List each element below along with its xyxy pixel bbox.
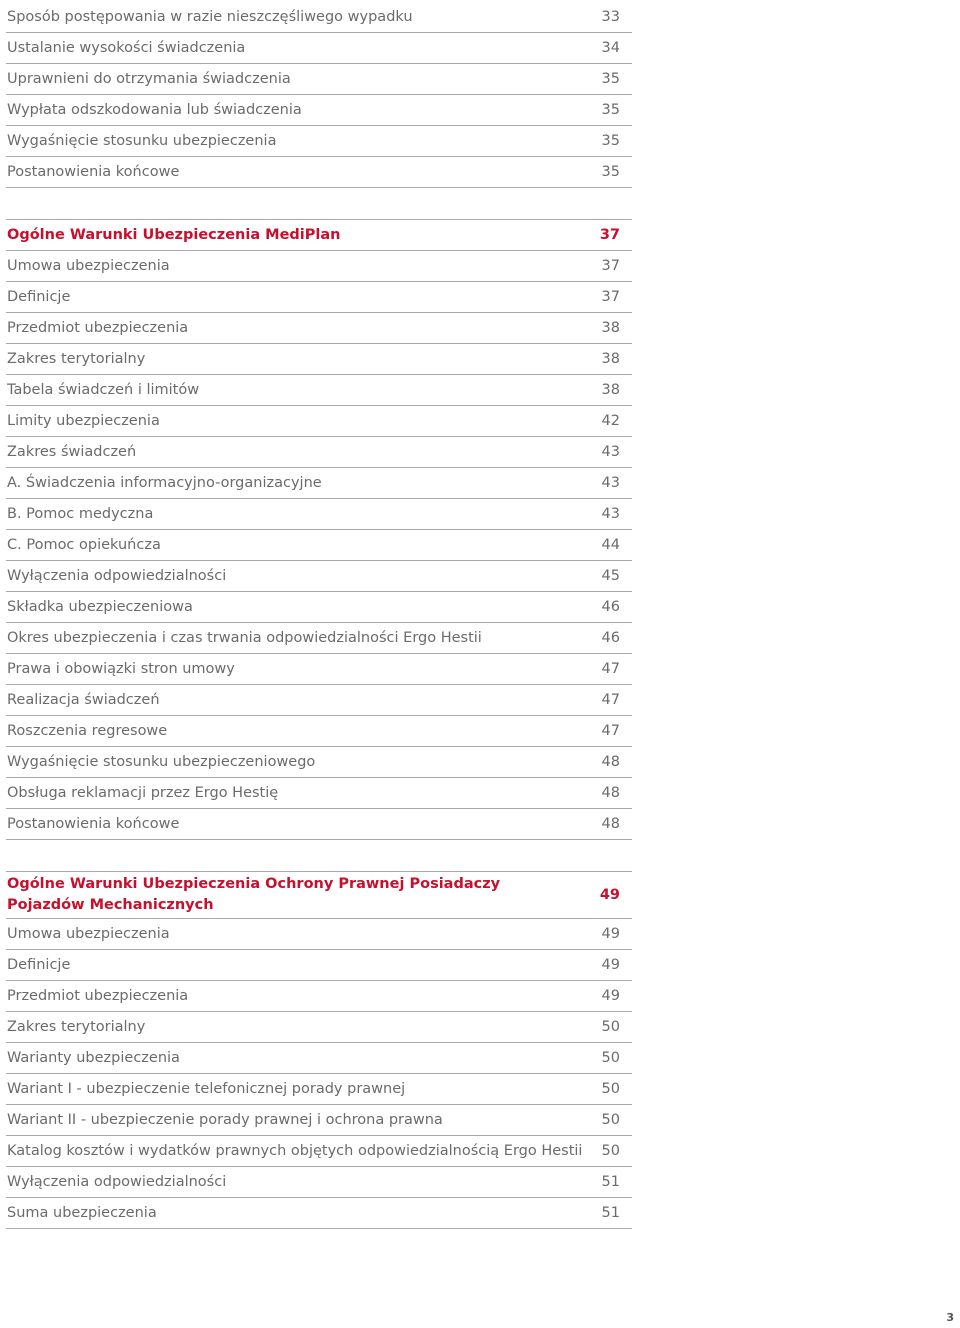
toc-section-header-page: 49 bbox=[599, 886, 620, 903]
toc-section-header-page: 37 bbox=[599, 227, 620, 243]
toc-row-page: 50 bbox=[601, 1019, 620, 1035]
toc-row-page: 43 bbox=[601, 475, 620, 491]
toc-row-page: 49 bbox=[601, 957, 620, 973]
toc-row-title: Limity ubezpieczenia bbox=[7, 413, 160, 429]
toc-section-header[interactable] bbox=[6, 220, 632, 251]
toc-row-page: 42 bbox=[601, 413, 620, 429]
toc-row[interactable] bbox=[6, 499, 632, 530]
toc-row-page: 45 bbox=[601, 568, 620, 584]
toc-row[interactable] bbox=[6, 654, 632, 685]
toc-row[interactable] bbox=[6, 981, 632, 1012]
toc-section-header-title: Ogólne Warunki Ubezpieczenia MediPlan bbox=[7, 227, 341, 243]
toc-row-title: Katalog kosztów i wydatków prawnych objętych odpowiedzialnością Ergo Hestii bbox=[7, 1143, 583, 1159]
toc-row-title: Przedmiot ubezpieczenia bbox=[7, 320, 189, 336]
toc-row-title: Wypłata odszkodowania lub świadczenia bbox=[7, 102, 302, 118]
toc-row-title: Wariant I - ubezpieczenie telefonicznej porady prawnej bbox=[7, 1081, 406, 1097]
toc-row[interactable] bbox=[6, 313, 632, 344]
toc-row-page: 48 bbox=[601, 816, 620, 832]
toc-row[interactable] bbox=[6, 778, 632, 809]
toc-row-page: 35 bbox=[601, 71, 620, 87]
toc-row-page: 38 bbox=[601, 382, 620, 398]
toc-row-title: Obsługa reklamacji przez Ergo Hestię bbox=[7, 785, 279, 801]
toc-row-page: 33 bbox=[601, 9, 620, 25]
toc-row-page: 35 bbox=[601, 164, 620, 180]
page-number: 3 bbox=[946, 1311, 954, 1324]
toc-row-title: Umowa ubezpieczenia bbox=[7, 258, 170, 274]
toc-row-page: 47 bbox=[601, 661, 620, 677]
toc-row[interactable] bbox=[6, 406, 632, 437]
section-spacer bbox=[6, 840, 632, 871]
toc-row-title: Definicje bbox=[7, 957, 71, 973]
toc-row[interactable] bbox=[6, 530, 632, 561]
toc-row-page: 46 bbox=[601, 599, 620, 615]
toc-row-page: 37 bbox=[601, 258, 620, 274]
toc-row-title: Składka ubezpieczeniowa bbox=[7, 599, 193, 615]
toc-row-page: 38 bbox=[601, 351, 620, 367]
toc-row[interactable] bbox=[6, 2, 632, 33]
toc-row-title: Wygaśnięcie stosunku ubezpieczenia bbox=[7, 133, 277, 149]
toc-row-title: Prawa i obowiązki stron umowy bbox=[7, 661, 235, 677]
section-spacer bbox=[6, 188, 632, 219]
toc-row-page: 49 bbox=[601, 988, 620, 1004]
toc-row-title: Okres ubezpieczenia i czas trwania odpowiedzialności Ergo Hestii bbox=[7, 630, 482, 646]
toc-row[interactable] bbox=[6, 64, 632, 95]
toc-row[interactable] bbox=[6, 809, 632, 840]
toc-row-page: 50 bbox=[601, 1143, 620, 1159]
toc-row[interactable] bbox=[6, 157, 632, 188]
toc-row-title: Zakres terytorialny bbox=[7, 1019, 146, 1035]
toc-row[interactable] bbox=[6, 919, 632, 950]
toc-section-mediplan bbox=[6, 219, 632, 840]
toc-row-title: Zakres terytorialny bbox=[7, 351, 146, 367]
toc-section-header-title: Ogólne Warunki Ubezpieczenia Ochrony Prawnej Posiadaczy Pojazdów Mechanicznych bbox=[7, 876, 501, 913]
toc-row[interactable] bbox=[6, 1198, 632, 1229]
toc-row-page: 35 bbox=[601, 133, 620, 149]
toc-row[interactable] bbox=[6, 623, 632, 654]
toc-row-page: 43 bbox=[601, 506, 620, 522]
toc-row[interactable] bbox=[6, 282, 632, 313]
toc-row-title: C. Pomoc opiekuńcza bbox=[7, 537, 161, 553]
toc-row[interactable] bbox=[6, 437, 632, 468]
toc-row-title: Wyłączenia odpowiedzialności bbox=[7, 1174, 227, 1190]
toc-row-page: 51 bbox=[601, 1205, 620, 1221]
toc-row-title: Wariant II - ubezpieczenie porady prawnej i ochrona prawna bbox=[7, 1112, 443, 1128]
toc-row-page: 48 bbox=[601, 785, 620, 801]
toc-row[interactable] bbox=[6, 1074, 632, 1105]
toc-row-page: 34 bbox=[601, 40, 620, 56]
toc-row-title: Wyłączenia odpowiedzialności bbox=[7, 568, 227, 584]
toc-row[interactable] bbox=[6, 95, 632, 126]
toc-row-page: 48 bbox=[601, 754, 620, 770]
toc-row-page: 37 bbox=[601, 289, 620, 305]
toc-row[interactable] bbox=[6, 126, 632, 157]
toc-row-title: Postanowienia końcowe bbox=[7, 816, 180, 832]
toc-row-page: 35 bbox=[601, 102, 620, 118]
toc-row-title: Suma ubezpieczenia bbox=[7, 1205, 157, 1221]
toc-row-page: 49 bbox=[601, 926, 620, 942]
toc-row[interactable] bbox=[6, 747, 632, 778]
table-of-contents bbox=[6, 2, 632, 1229]
toc-row-title: Przedmiot ubezpieczenia bbox=[7, 988, 189, 1004]
toc-row[interactable] bbox=[6, 251, 632, 282]
toc-section-header[interactable] bbox=[6, 872, 632, 919]
toc-row[interactable] bbox=[6, 1136, 632, 1167]
toc-row[interactable] bbox=[6, 344, 632, 375]
toc-row-title: Tabela świadczeń i limitów bbox=[7, 382, 200, 398]
toc-row-page: 51 bbox=[601, 1174, 620, 1190]
toc-row[interactable] bbox=[6, 468, 632, 499]
toc-row-page: 43 bbox=[601, 444, 620, 460]
toc-row-title: Zakres świadczeń bbox=[7, 444, 137, 460]
toc-row-title: Sposób postępowania w razie nieszczęśliwego wypadku bbox=[7, 9, 413, 25]
toc-row-title: Warianty ubezpieczenia bbox=[7, 1050, 180, 1066]
toc-row[interactable] bbox=[6, 950, 632, 981]
toc-row-page: 47 bbox=[601, 723, 620, 739]
toc-row[interactable] bbox=[6, 716, 632, 747]
toc-row-page: 44 bbox=[601, 537, 620, 553]
toc-row[interactable] bbox=[6, 1043, 632, 1074]
toc-section-ochrona-prawna bbox=[6, 871, 632, 1229]
toc-row[interactable] bbox=[6, 375, 632, 406]
toc-row-page: 38 bbox=[601, 320, 620, 336]
toc-row-page: 47 bbox=[601, 692, 620, 708]
toc-row-title: B. Pomoc medyczna bbox=[7, 506, 154, 522]
toc-section-continued bbox=[6, 2, 632, 188]
toc-row[interactable] bbox=[6, 685, 632, 716]
toc-row-title: Realizacja świadczeń bbox=[7, 692, 160, 708]
toc-row-title: Postanowienia końcowe bbox=[7, 164, 180, 180]
toc-row-page: 50 bbox=[601, 1050, 620, 1066]
toc-row[interactable] bbox=[6, 592, 632, 623]
toc-row-title: Wygaśnięcie stosunku ubezpieczeniowego bbox=[7, 754, 316, 770]
toc-row-page: 50 bbox=[601, 1081, 620, 1097]
toc-row[interactable] bbox=[6, 33, 632, 64]
toc-row[interactable] bbox=[6, 1012, 632, 1043]
toc-row[interactable] bbox=[6, 1167, 632, 1198]
toc-row-title: A. Świadczenia informacyjno-organizacyjne bbox=[7, 475, 322, 491]
toc-row-title: Definicje bbox=[7, 289, 71, 305]
toc-row-page: 46 bbox=[601, 630, 620, 646]
toc-row[interactable] bbox=[6, 1105, 632, 1136]
toc-row[interactable] bbox=[6, 561, 632, 592]
toc-row-title: Uprawnieni do otrzymania świadczenia bbox=[7, 71, 291, 87]
toc-row-title: Umowa ubezpieczenia bbox=[7, 926, 170, 942]
toc-row-page: 50 bbox=[601, 1112, 620, 1128]
toc-row-title: Ustalanie wysokości świadczenia bbox=[7, 40, 246, 56]
toc-row-title: Roszczenia regresowe bbox=[7, 723, 168, 739]
